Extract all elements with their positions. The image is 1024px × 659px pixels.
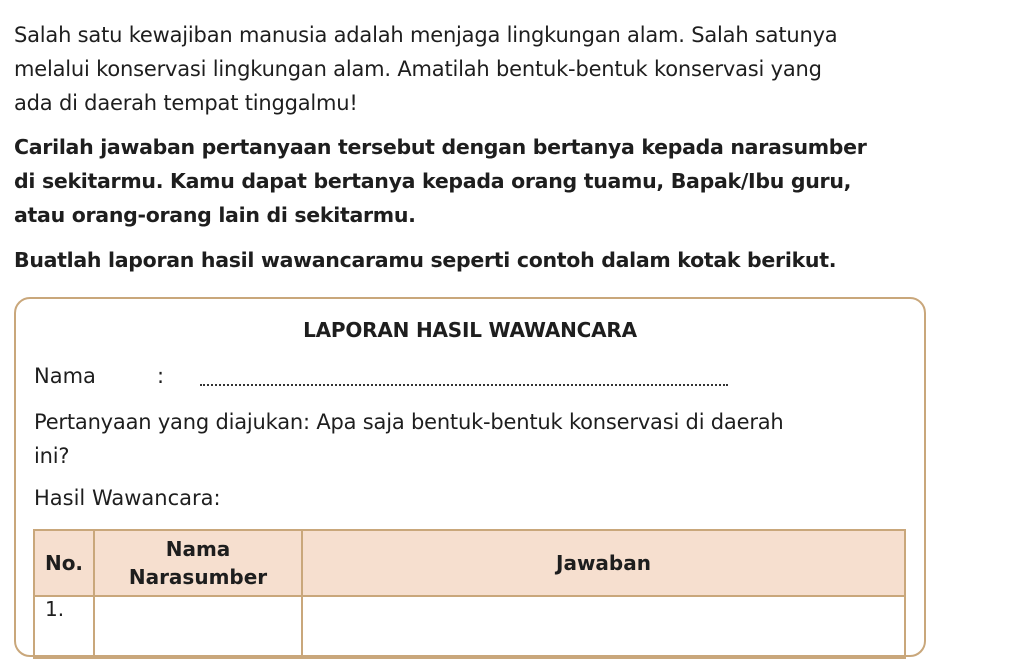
nama-fill-line[interactable] bbox=[200, 384, 728, 386]
table-header-row bbox=[34, 530, 905, 596]
report-title: LAPORAN HASIL WAWANCARA bbox=[303, 318, 637, 342]
task-line: Buatlah laporan hasil wawancaramu seperti contoh dalam kotak berikut. bbox=[14, 248, 837, 272]
instruction-line: Carilah jawaban pertanyaan tersebut dengan bertanya kepada narasumber bbox=[14, 135, 867, 159]
question-line: Pertanyaan yang diajukan: Apa saja bentuk-bentuk konservasi di daerah bbox=[34, 410, 784, 434]
intro-line: Salah satu kewajiban manusia adalah menjaga lingkungan alam. Salah satunya bbox=[14, 23, 838, 47]
nama-label: Nama bbox=[34, 364, 96, 388]
task-paragraph bbox=[14, 243, 929, 277]
intro-paragraph bbox=[14, 18, 929, 120]
instruction-line: di sekitarmu. Kamu dapat bertanya kepada orang tuamu, Bapak/Ibu guru, bbox=[14, 169, 852, 193]
header-nama-narasumber bbox=[94, 530, 302, 596]
header-jawaban: Jawaban bbox=[302, 530, 905, 596]
nama-colon: : bbox=[157, 364, 165, 388]
table-row bbox=[34, 596, 905, 658]
cell-no: 1. bbox=[34, 596, 94, 658]
instruction-paragraph bbox=[14, 130, 929, 232]
cell-jawaban[interactable] bbox=[302, 596, 905, 658]
instruction-line: atau orang-orang lain di sekitarmu. bbox=[14, 203, 416, 227]
hasil-wawancara-label: Hasil Wawancara: bbox=[34, 486, 221, 510]
question-text bbox=[34, 405, 909, 473]
question-line: ini? bbox=[34, 444, 70, 468]
header-narasumber-line: Narasumber bbox=[128, 565, 268, 589]
header-no: No. bbox=[34, 530, 94, 596]
intro-line: ada di daerah tempat tinggalmu! bbox=[14, 91, 358, 115]
cell-nama[interactable] bbox=[94, 596, 302, 658]
header-nama-line: Nama bbox=[165, 537, 231, 561]
intro-line: melalui konservasi lingkungan alam. Amatilah bentuk-bentuk konservasi yang bbox=[14, 57, 822, 81]
